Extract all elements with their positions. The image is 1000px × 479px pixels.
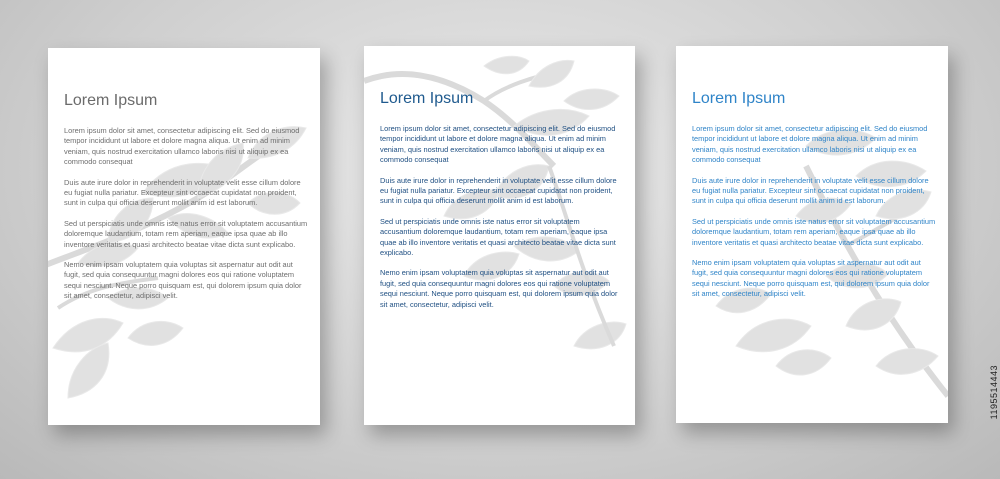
flyer-content bbox=[64, 92, 308, 312]
flyer-content bbox=[380, 90, 623, 320]
flyer-paragraph: Duis aute irure dolor in reprehenderit in voluptate velit esse cillum dolore eu fugiat nulla pariatur. Excepteur sint occaecat cupidatat non proident, sunt in culpa qui officia deserunt mollit anim id est laborum. bbox=[64, 177, 301, 208]
flyer-content bbox=[692, 90, 936, 310]
flyer-paragraph: Nemo enim ipsam voluptatem quia voluptas sit aspernatur aut odit aut fugit, sed quia consequuntur magni dolores eos qui ratione voluptatem sequi nesciunt. Neque porro quisquam est, qui dolorem ipsum quia dolor sit amet, consectetur, adipisci velit. bbox=[380, 268, 618, 309]
flyer-paragraph: Sed ut perspiciatis unde omnis iste natus error sit voluptatem accusantium doloremque laudantium, totam rem aperiam, eaque ipsa quae ab illo inventore veritatis et quasi architecto beatae vitae dicta sunt explicabo. bbox=[380, 216, 616, 258]
flyer-paragraph: Duis aute irure dolor in reprehenderit in voluptate velit esse cillum dolore eu fugiat nulla pariatur. Excepteur sint occaecat cupidatat non proident, sunt in culpa qui officia deserunt mollit anim id est laborum. bbox=[380, 175, 617, 206]
flyer-paragraph: Duis aute irure dolor in reprehenderit in voluptate velit esse cillum dolore eu fugiat nulla pariatur. Excepteur sint occaecat cupidatat non proident, sunt in culpa qui officia deserunt mollit anim id est laborum. bbox=[692, 175, 929, 206]
flyer-page-blue bbox=[676, 46, 948, 423]
flyer-paragraph: Lorem ipsum dolor sit amet, consectetur adipiscing elit. Sed do eiusmod tempor incididunt ut labore et dolore magna aliqua. Ut enim ad minim veniam, quis nostrud exercitation ullamco laboris nisi ut aliquip ex ea commodo consequat bbox=[380, 124, 616, 165]
flyer-paragraph: Sed ut perspiciatis unde omnis iste natus error sit voluptatem accusantium doloremque laudantium, totam rem aperiam, eaque ipsa quae ab illo inventore veritatis et quasi architecto beatae vitae dicta sunt explicabo. bbox=[692, 216, 936, 247]
stock-id-label: 1195514443 bbox=[989, 364, 999, 419]
flyer-paragraph: Lorem ipsum dolor sit amet, consectetur adipiscing elit. Sed do eiusmod tempor incididunt ut labore et dolore magna aliqua. Ut enim ad minim veniam, quis nostrud exercitation ullamco laboris nisi ut aliquip ex ea commodo consequat bbox=[692, 124, 928, 165]
flyer-paragraph: Nemo enim ipsam voluptatem quia voluptas sit aspernatur aut odit aut fugit, sed quia consequuntur magni dolores eos qui ratione voluptatem sequi nesciunt. Neque porro quisquam est, qui dolorem ipsum quia dolor sit amet, consectetur, adipisci velit. bbox=[692, 258, 930, 299]
flyer-paragraph: Lorem ipsum dolor sit amet, consectetur adipiscing elit. Sed do eiusmod tempor incididunt ut labore et dolore magna aliqua. Ut enim ad minim veniam, quis nostrud exercitation ullamco laboris nisi ut aliquip ex ea commodo consequat bbox=[64, 126, 300, 167]
flyer-page-dark-blue bbox=[364, 46, 635, 425]
flyer-page-gray bbox=[48, 48, 320, 425]
flyer-title: Lorem Ipsum bbox=[380, 90, 474, 107]
flyer-title: Lorem Ipsum bbox=[692, 90, 786, 107]
flyer-title: Lorem Ipsum bbox=[64, 92, 158, 109]
flyer-paragraph: Nemo enim ipsam voluptatem quia voluptas sit aspernatur aut odit aut fugit, sed quia consequuntur magni dolores eos qui ratione voluptatem sequi nesciunt. Neque porro quisquam est, qui dolorem ipsum quia dolor sit amet, consectetur, adipisci velit. bbox=[64, 260, 302, 301]
flyer-paragraph: Sed ut perspiciatis unde omnis iste natus error sit voluptatem accusantium doloremque laudantium, totam rem aperiam, eaque ipsa quae ab illo inventore veritatis et quasi architecto beatae vitae dicta sunt explicabo. bbox=[64, 218, 308, 249]
